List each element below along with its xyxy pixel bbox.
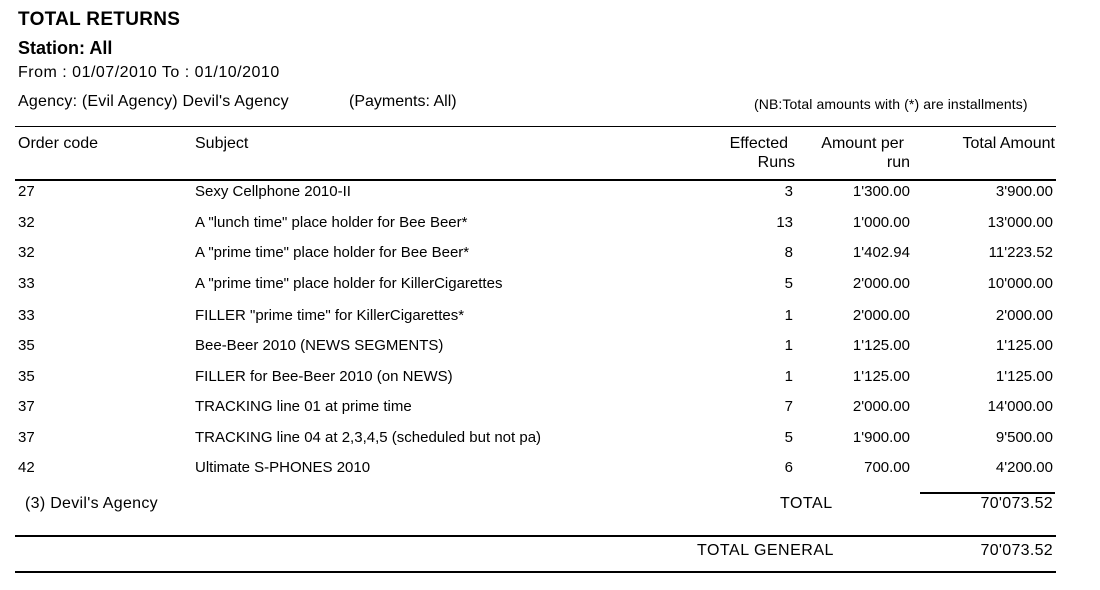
cell-order-code: 35 — [18, 337, 35, 354]
cell-amount-per-run: 2'000.00 — [852, 307, 910, 324]
payments-filter: (Payments: All) — [349, 93, 457, 110]
header-total-amount: Total Amount — [962, 135, 1055, 152]
table-row — [0, 429, 1100, 459]
cell-runs: 3 — [784, 183, 793, 200]
cell-subject: TRACKING line 04 at 2,3,4,5 (scheduled but not pa) — [195, 429, 542, 446]
cell-subject: TRACKING line 01 at prime time — [195, 398, 412, 415]
cell-subject: A "prime time" place holder for KillerCigarettes — [195, 275, 503, 292]
table-row — [0, 459, 1100, 489]
cell-runs: 13 — [776, 214, 793, 231]
cell-order-code: 35 — [18, 368, 35, 385]
header-effected-runs — [700, 134, 795, 172]
cell-amount-per-run: 2'000.00 — [852, 398, 910, 415]
cell-order-code: 32 — [18, 244, 35, 261]
cell-total-amount: 3'900.00 — [995, 183, 1053, 200]
cell-order-code: 37 — [18, 429, 35, 446]
cell-order-code: 27 — [18, 183, 35, 200]
header-amount-line1: Amount per — [821, 135, 904, 152]
table-row — [0, 368, 1100, 398]
subtotal-rule — [920, 492, 1055, 494]
cell-amount-per-run: 700.00 — [864, 459, 910, 476]
installments-note: (NB:Total amounts with (*) are installments) — [754, 96, 1028, 112]
header-amount-per-run — [800, 134, 910, 172]
cell-amount-per-run: 1'000.00 — [852, 214, 910, 231]
agency-filter: Agency: (Evil Agency) Devil's Agency — [18, 93, 289, 110]
header-effected-runs-line1: Effected — [729, 135, 788, 152]
general-top-rule — [15, 535, 1056, 537]
header-amount-line2: run — [886, 154, 910, 171]
cell-subject: A "prime time" place holder for Bee Beer* — [195, 244, 470, 261]
cell-total-amount: 13'000.00 — [987, 214, 1053, 231]
cell-total-amount: 10'000.00 — [987, 275, 1053, 292]
cell-total-amount: 11'223.52 — [988, 244, 1053, 261]
general-bottom-rule — [15, 571, 1056, 573]
total-value: 70'073.52 — [980, 495, 1053, 512]
cell-total-amount: 1'125.00 — [995, 337, 1053, 354]
station-filter: Station: All — [18, 38, 113, 58]
cell-runs: 8 — [784, 244, 793, 261]
header-order-code: Order code — [18, 135, 99, 152]
cell-subject: A "lunch time" place holder for Bee Beer* — [195, 214, 468, 231]
cell-runs: 5 — [784, 275, 793, 292]
cell-runs: 6 — [784, 459, 793, 476]
header-subject: Subject — [195, 135, 249, 152]
cell-subject: Bee-Beer 2010 (NEWS SEGMENTS) — [195, 337, 444, 354]
table-row — [0, 244, 1100, 274]
cell-runs: 5 — [784, 429, 793, 446]
cell-subject: FILLER for Bee-Beer 2010 (on NEWS) — [195, 368, 453, 385]
date-range: From : 01/07/2010 To : 01/10/2010 — [18, 64, 280, 81]
cell-amount-per-run: 1'900.00 — [852, 429, 910, 446]
total-general-value: 70'073.52 — [980, 542, 1053, 559]
table-row — [0, 398, 1100, 428]
cell-runs: 1 — [784, 337, 793, 354]
cell-subject: Ultimate S-PHONES 2010 — [195, 459, 371, 476]
cell-amount-per-run: 2'000.00 — [852, 275, 910, 292]
cell-order-code: 37 — [18, 398, 35, 415]
cell-order-code: 42 — [18, 459, 35, 476]
header-effected-runs-line2: Runs — [757, 154, 795, 171]
total-general-label: TOTAL GENERAL — [697, 542, 834, 559]
table-row — [0, 214, 1100, 244]
cell-amount-per-run: 1'300.00 — [852, 183, 910, 200]
table-row — [0, 307, 1100, 337]
table-row — [0, 337, 1100, 367]
total-label: TOTAL — [780, 495, 833, 512]
table-row — [0, 183, 1100, 213]
agency-subtotal-label: (3) Devil's Agency — [25, 495, 158, 512]
header-bottom-rule — [15, 179, 1056, 181]
header-top-rule — [15, 126, 1056, 127]
cell-total-amount: 9'500.00 — [995, 429, 1053, 446]
cell-amount-per-run: 1'125.00 — [852, 368, 910, 385]
cell-runs: 7 — [784, 398, 793, 415]
cell-total-amount: 1'125.00 — [995, 368, 1053, 385]
cell-runs: 1 — [784, 368, 793, 385]
cell-order-code: 33 — [18, 275, 35, 292]
cell-runs: 1 — [784, 307, 793, 324]
cell-total-amount: 2'000.00 — [995, 307, 1053, 324]
cell-amount-per-run: 1'125.00 — [852, 337, 910, 354]
cell-total-amount: 4'200.00 — [995, 459, 1053, 476]
cell-order-code: 32 — [18, 214, 35, 231]
report-title: TOTAL RETURNS — [18, 9, 181, 30]
cell-subject: FILLER "prime time" for KillerCigarettes* — [195, 307, 465, 324]
table-row — [0, 275, 1100, 305]
cell-order-code: 33 — [18, 307, 35, 324]
cell-amount-per-run: 1'402.94 — [852, 244, 910, 261]
cell-subject: Sexy Cellphone 2010-II — [195, 183, 351, 200]
cell-total-amount: 14'000.00 — [987, 398, 1053, 415]
